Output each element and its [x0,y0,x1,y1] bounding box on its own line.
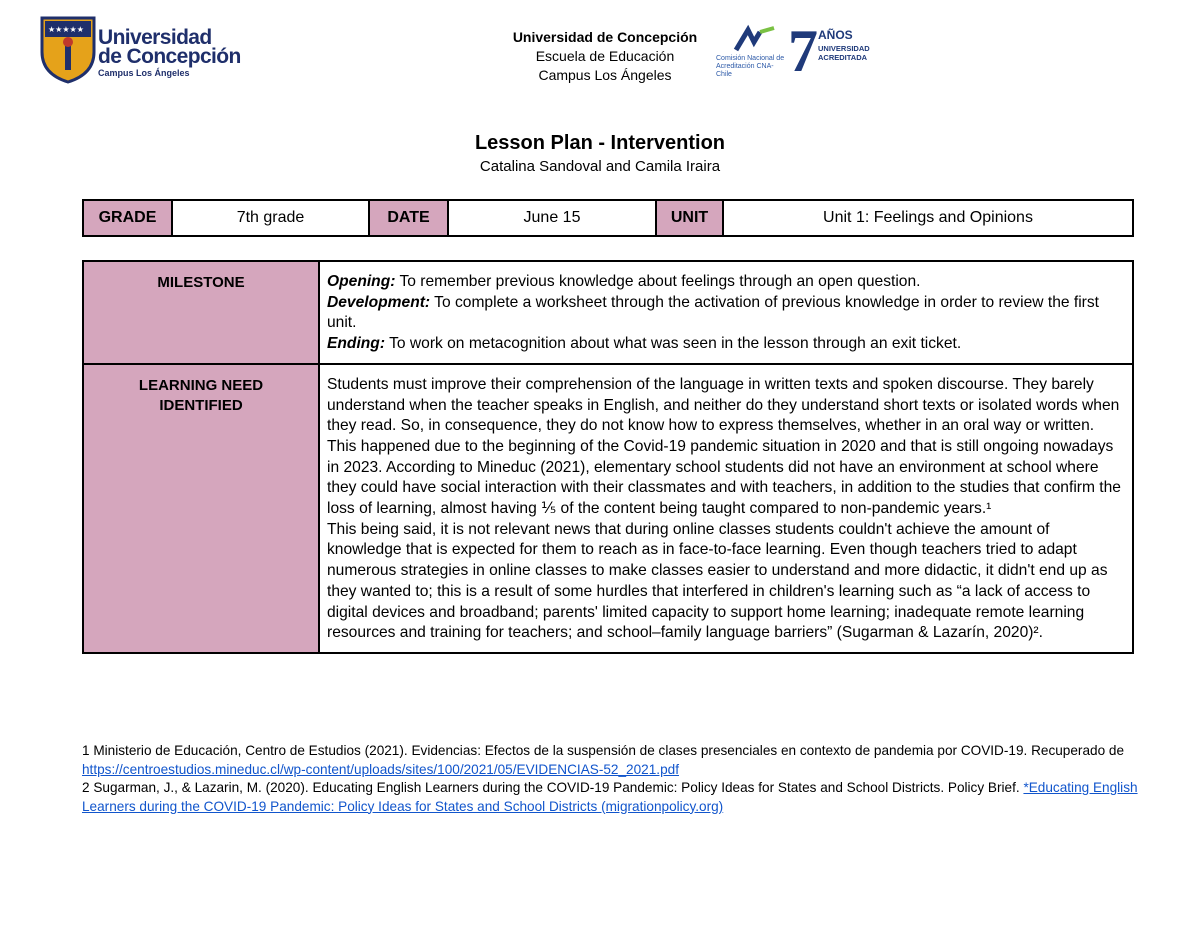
footnote-2: 2 Sugarman, J., & Lazarin, M. (2020). Educating English Learners during the COVID-19 Pandemic: Policy Ideas for States and School Districts. Policy Brief. *Educating English Learners during the COVID-19 Pandemic: Policy Ideas for States and School Districts (migrationpolicy.org) [82,780,1138,814]
accreditation-status: UNIVERSIDAD ACREDITADA [818,44,870,62]
footnote-1: 1 Ministerio de Educación, Centro de Estudios (2021). Evidencias: Efectos de la suspensión de clases presenciales en contexto de pandemia por COVID-19. Recuperado de https://centroestudios.mineduc.cl/wp-content/uploads/sites/100/2021/05/EVIDENCIAS-52_2021.pdf [82,743,1125,777]
milestone-label: MILESTONE [84,262,320,363]
opening-line: Opening: To remember previous knowledge about feelings through an open question. [327,273,921,290]
lesson-info-row [82,199,1134,237]
learning-need-paragraph-1: Students must improve their comprehension of the language in written texts and spoken discourse. They barely understand when the teacher speaks in English, and neither do they understand short texts or isolated words when they read. So, in consequence, they do not know how to express themselves, whether in an oral way or written. [327,375,1120,435]
campus-name: Campus Los Ángeles [538,67,672,83]
accreditation-agency: Comisión Nacional de Acreditación CNA-Chile [716,55,785,78]
page-authors: Catalina Sandoval and Camila Iraira [479,158,721,175]
learning-need-row [84,365,1132,652]
date-value: June 15 [449,201,657,235]
logo-campus: Campus Los Ángeles [98,68,190,78]
institution-name: Universidad de Concepción [512,29,698,45]
page-title: Lesson Plan - Intervention [474,132,726,154]
institution-header [480,28,730,85]
university-shield-icon [40,16,96,84]
learning-need-label: LEARNING NEED IDENTIFIED [84,365,320,652]
lesson-plan-table [82,260,1134,654]
development-line: Development: To complete a worksheet through the activation of previous knowledge in order to review the first unit. [327,293,1099,332]
learning-need-content [320,365,1132,652]
accreditation-logo [716,18,916,84]
ending-line: Ending: To work on metacognition about what was seen in the lesson through an exit ticket. [327,335,962,353]
accreditation-years-number: 7 [788,18,818,84]
accreditation-years-word: AÑOS [818,28,853,42]
milestone-row [84,262,1132,365]
university-logo [40,16,250,84]
date-label: DATE [370,201,449,235]
learning-need-paragraph-3: This being said, it is not relevant news that during online classes students couldn't achieve the amount of knowledge that is expected for them to reach as in face-to-face learning. Even though teachers tried to adapt numerous strategies in online classes to make classes easier to understand and more didactic, it didn't end up as they wanted to; this is a result of some hurdles that interfered in children's learning such as “a lack of access to digital devices and broadband; parents' limited capacity to support home learning; inadequate remote learning resources and training for teachers; and school–family language barriers” (Sugarman & Lazarín, 2020)². [327,520,1108,642]
school-name: Escuela de Educación [535,48,675,64]
learning-need-paragraph-2: This happened due to the beginning of the Covid-19 pandemic situation in 2020 and that is still ongoing nowadays in 2023. According to Mineduc (2021), elementary school students did not have an environment at school where they could have social interaction with their classmates and with teachers, in addition to the studies that confirm the loss of learning, almost having ⅕ of the content being taught compared to non-pandemic years.¹ [327,437,1121,518]
unit-value: Unit 1: Feelings and Opinions [823,209,1033,226]
svg-text:★★★★★: ★★★★★ [48,25,84,34]
unit-label: UNIT [657,201,724,235]
footnote-1-link[interactable]: https://centroestudios.mineduc.cl/wp-content/uploads/sites/100/2021/05/EVIDENCIAS-52_2021.pdf [82,761,679,777]
grade-label: GRADE [84,201,173,235]
milestone-content [320,262,1132,363]
cna-logo-icon [716,24,786,54]
grade-value: 7th grade [173,201,370,235]
footnote-2-link[interactable]: *Educating English Learners during the COVID-19 Pandemic: Policy Ideas for States and School Districts (migrationpolicy.org) [82,780,1138,814]
logo-university-name: Universidad de Concepción [98,26,241,68]
footnotes [82,742,1142,816]
